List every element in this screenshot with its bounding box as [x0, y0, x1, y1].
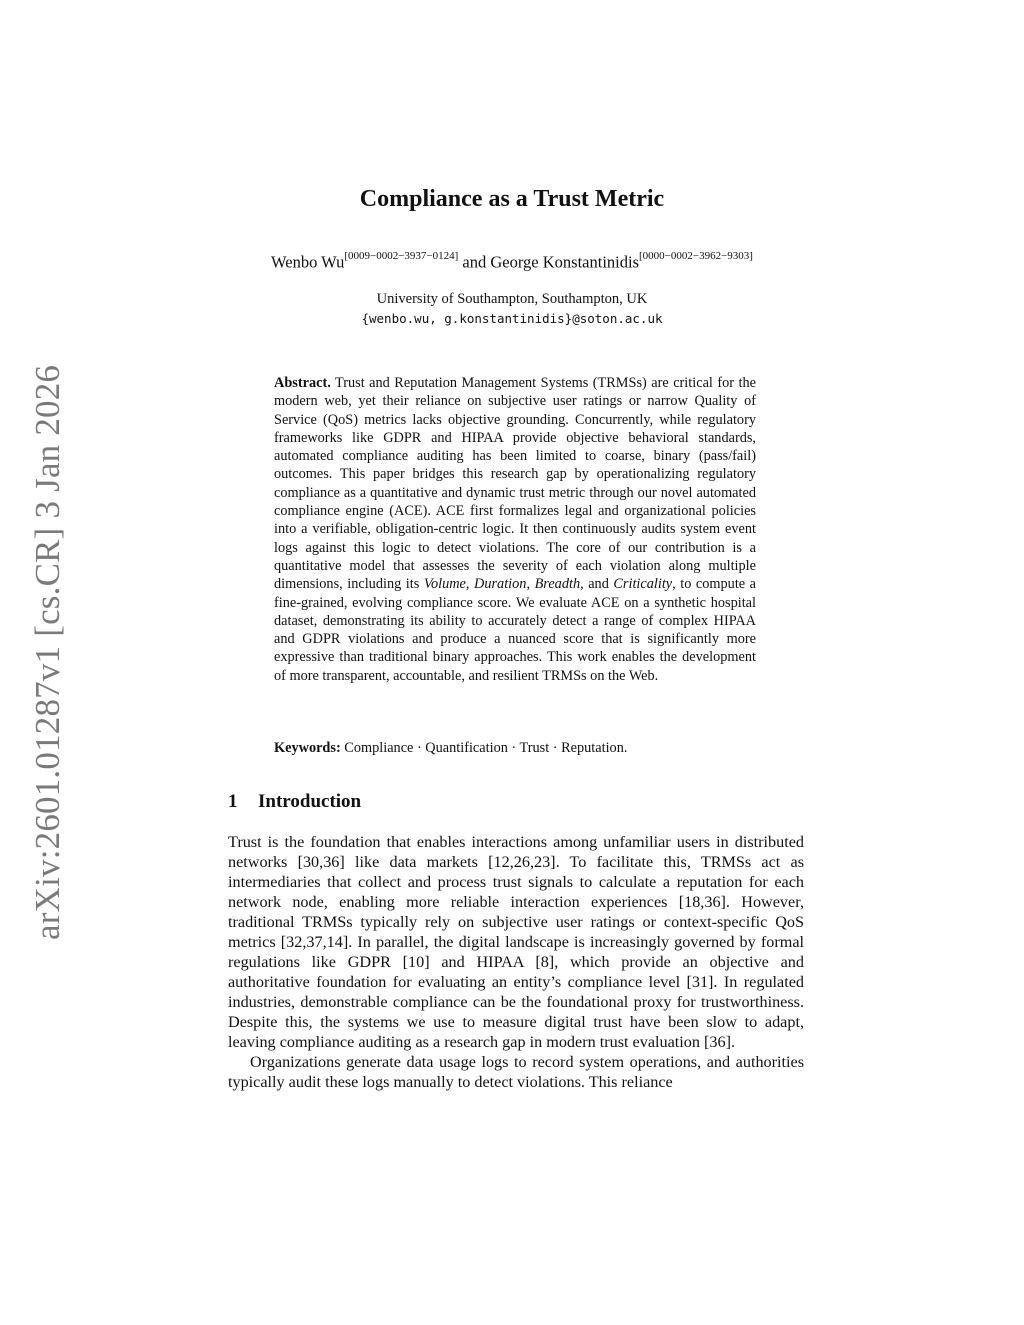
author-1-name: Wenbo Wu: [271, 252, 345, 272]
section-heading: [228, 791, 361, 813]
abstract-text-2: , to compute a fine-grained, evolving compliance score. We evaluate ACE on a synthetic hospital dataset, demonstrating its ability to accurately detect a range of complex HIPAA and GDPR violations and produce a nuanced score that is significantly more expressive than traditional binary approaches. This work enables the development of more transparent, accountable, and resilient TRMSs on the Web.: [274, 576, 757, 684]
author-emails: {wenbo.wu, g.konstantinidis}@soton.ac.uk: [361, 311, 663, 326]
author-1-orcid: [0009−0002−3937−0124]: [344, 250, 459, 262]
dimension-criticality: Criticality: [613, 576, 673, 593]
abstract-separator: ,: [526, 576, 531, 593]
arxiv-identifier: arXiv:2601.01287v1 [cs.CR] 3 Jan 2026: [28, 364, 67, 940]
section-title: Introduction: [258, 791, 362, 812]
paragraph: Organizations generate data usage logs to record system operations, and authorities typically audit these logs manually to detect violations. This reliance: [228, 1053, 804, 1091]
keywords: [274, 740, 756, 757]
dimension-duration: Duration: [474, 576, 527, 593]
institution: University of Southampton, Southampton, UK: [376, 291, 648, 307]
abstract-text-1: Trust and Reputation Management Systems (TRMSs) are critical for the modern web, yet their reliance on subjective user ratings or narrow Quality of Service (QoS) metrics lacks objective grounding. Concurrently, while regulatory frameworks like GDPR and HIPAA provide objective behavioral standards, automated compliance auditing has been limited to coarse, binary (pass/fail) outcomes. This paper bridges this research gap by operationalizing regulatory compliance as a quantitative and dynamic trust metric through our novel automated compliance engine (ACE). ACE first formalizes legal and organizational policies into a verifiable, obligation-centric logic. It then continuously audits system event logs against this logic to detect violations. The core of our contribution is a quantitative model that assesses the severity of each violation along multiple dimensions, including its: [274, 375, 756, 593]
affiliation-block: [0, 290, 1024, 328]
dimension-volume: Volume: [423, 576, 466, 593]
dimension-breadth: Breadth: [534, 576, 581, 593]
author-2-name: George Konstantinidis: [490, 252, 640, 272]
body-text: [228, 832, 804, 1092]
abstract-label: Abstract.: [274, 375, 331, 391]
paper-title: Compliance as a Trust Metric: [359, 186, 665, 212]
paragraph: Trust is the foundation that enables interactions among unfamiliar users in distributed networks [30,36] like data markets [12,26,23]. To facilitate this, TRMSs act as intermediaries that collect and process trust signals to calculate a reputation for each network node, enabling more reliable interaction experiences [18,36]. However, traditional TRMSs typically rely on subjective user ratings or context-specific QoS metrics [32,37,14]. In parallel, the digital landscape is increasingly governed by formal regulations like GDPR [10] and HIPAA [8], which provide an objective and authoritative foundation for evaluating an entity’s compliance level [31]. In regulated industries, demonstrable compliance can be the foundational proxy for trustworthiness. Despite this, the systems we use to measure digital trust have been slow to adapt, leaving compliance auditing as a research gap in modern trust evaluation [36].: [228, 833, 804, 1051]
author-2-orcid: [0000−0002−3962−9303]: [639, 250, 753, 262]
keywords-text: Compliance · Quantification · Trust · Reputation.: [344, 740, 628, 756]
keywords-label: Keywords:: [274, 740, 341, 756]
section-number: 1: [228, 791, 238, 812]
arxiv-identifier-sidebar: [28, 364, 88, 940]
abstract-separator: , and: [580, 576, 609, 593]
author-conjunction: and: [462, 252, 487, 272]
abstract-separator: ,: [465, 576, 470, 593]
abstract: [274, 374, 756, 685]
author-line: [0, 252, 1024, 273]
